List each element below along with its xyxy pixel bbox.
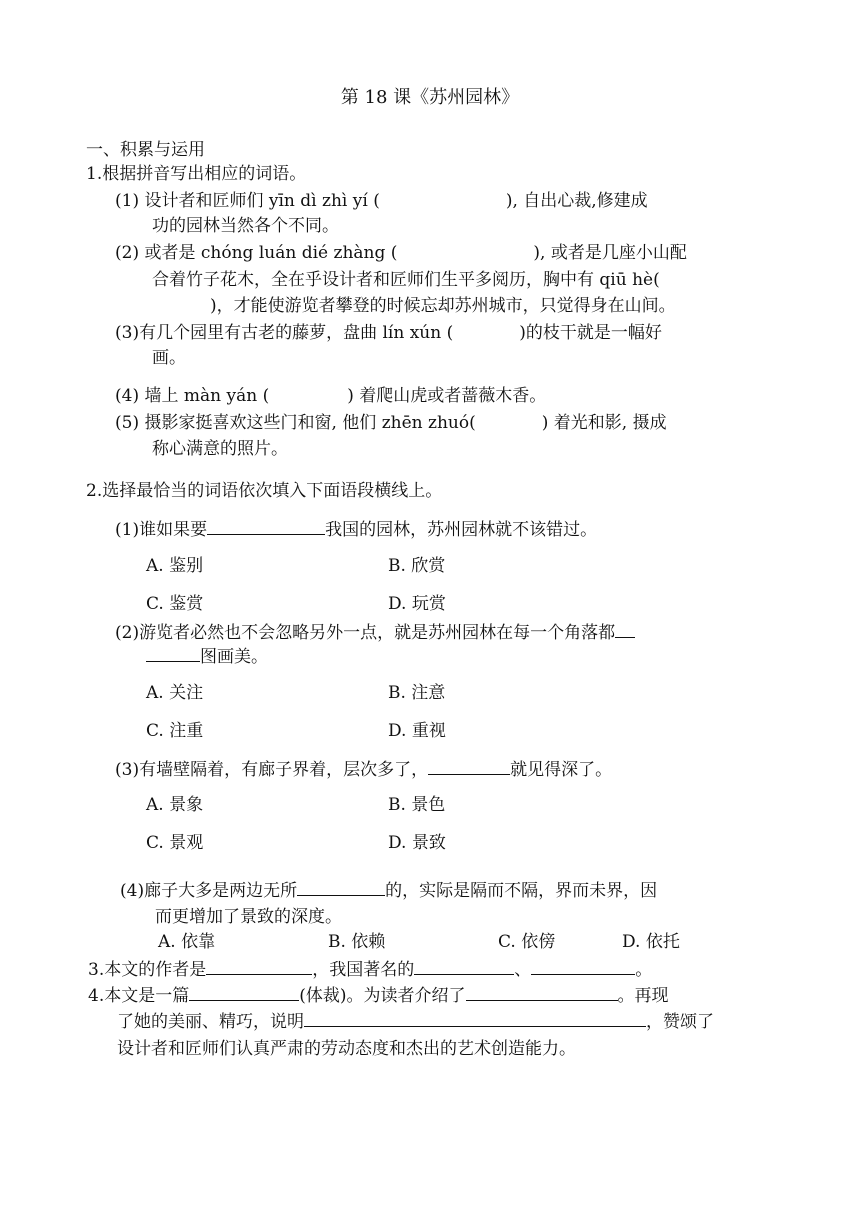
- q2-sentence-1-text-a: (1)谁如果要: [115, 520, 208, 540]
- q1-item-2-text-a: (2) 或者是 chóng luán dié zhàng (: [115, 243, 398, 263]
- q3-text-a: 3.本文的作者是: [88, 960, 207, 980]
- q1-item-2-line-2: 合着竹子花木，全在乎设计者和匠师们生平多阅历，胸中有 qiū hè(: [152, 270, 660, 290]
- q2-1-option-c: C. 鉴赏: [146, 594, 204, 614]
- blank: [531, 973, 635, 975]
- blank: [297, 894, 385, 896]
- q3-text-b: ，我国著名的: [312, 960, 415, 980]
- q4-text-d: 了她的美丽、精巧，说明: [117, 1012, 304, 1032]
- q4-text-c: 。再现: [617, 986, 669, 1006]
- q2-2-option-d: D. 重视: [388, 721, 446, 741]
- q2-4-option-d: D. 依托: [622, 932, 680, 952]
- blank: [304, 1025, 646, 1027]
- page-title: 第 18 课《苏州园林》: [340, 87, 520, 108]
- q2-sentence-3: [115, 758, 612, 782]
- question-1-heading: 1.根据拼音写出相应的词语。: [86, 164, 307, 184]
- q2-3-option-d: D. 景致: [388, 833, 446, 853]
- question-3: [88, 958, 652, 982]
- q2-sentence-2-line-2: [146, 645, 268, 669]
- q2-2-option-a: A. 关注: [146, 683, 204, 703]
- question-4-line-3: 设计者和匠师们认真严肃的劳动态度和杰出的艺术创造能力。: [117, 1039, 576, 1059]
- q2-sentence-3-text-a: (3)有墙壁隔着，有廊子界着，层次多了，: [115, 760, 429, 780]
- q2-2-option-c: C. 注重: [146, 721, 204, 741]
- q2-sentence-4-text-b: 的，实际是隔而不隔，界而未界，因: [385, 881, 658, 901]
- q1-item-5-text-b: ) 着光和影, 摄成: [541, 413, 667, 433]
- q1-item-5-line-1: [115, 411, 667, 435]
- q2-4-option-c: C. 依傍: [498, 932, 556, 952]
- q1-item-2-line-3: [152, 294, 676, 318]
- q4-text-a: 4.本文是一篇: [88, 986, 190, 1006]
- q2-1-option-a: A. 鉴别: [146, 556, 204, 576]
- q2-sentence-1-text-b: 我国的园林，苏州园林就不该错过。: [325, 520, 598, 540]
- q1-item-3-line-2: 画。: [152, 348, 186, 368]
- blank: [466, 999, 618, 1001]
- q4-text-b: (体裁)。为读者介绍了: [299, 986, 466, 1006]
- q1-item-5-text-a: (5) 摄影家挺喜欢这些门和窗, 他们 zhēn zhuó(: [115, 413, 476, 433]
- q1-item-4-text-a: (4) 墙上 màn yán (: [115, 386, 270, 406]
- q2-3-option-c: C. 景观: [146, 833, 204, 853]
- q1-item-1-text-b: ), 自出心裁,修建成: [505, 191, 648, 211]
- blank: [206, 973, 312, 975]
- q2-4-option-a: A. 依靠: [158, 932, 216, 952]
- blank: [146, 660, 200, 662]
- q2-1-option-b: B. 欣赏: [388, 556, 446, 576]
- q4-text-e: ，赞颂了: [646, 1012, 714, 1032]
- q2-sentence-2-text-a: (2)游览者必然也不会忽略另外一点，就是苏州园林在每一个角落都: [115, 623, 616, 643]
- blank: [615, 636, 635, 638]
- q3-text-d: 。: [635, 960, 653, 980]
- q2-sentence-2-line-1: [115, 621, 635, 645]
- blank: [414, 973, 514, 975]
- q2-sentence-2-text-b: 图画美。: [200, 647, 268, 667]
- q1-item-1-line-1: [115, 189, 648, 213]
- q2-2-option-b: B. 注意: [388, 683, 446, 703]
- q2-4-option-b: B. 依赖: [328, 932, 386, 952]
- q2-sentence-4-line-2: 而更增加了景致的深度。: [155, 907, 342, 927]
- q3-text-c: 、: [514, 960, 532, 980]
- blank: [189, 999, 299, 1001]
- q1-item-3-text-b: )的枝干就是一幅好: [519, 323, 662, 343]
- q1-item-1-text-a: (1) 设计者和匠师们 yīn dì zhì yí (: [115, 191, 380, 211]
- q2-3-option-a: A. 景象: [146, 795, 204, 815]
- question-2-heading: 2.选择最恰当的词语依次填入下面语段横线上。: [86, 481, 443, 501]
- q2-sentence-1: [115, 518, 597, 542]
- q2-1-option-d: D. 玩赏: [388, 594, 446, 614]
- q1-item-4-text-b: ) 着爬山虎或者蔷薇木香。: [347, 386, 547, 406]
- q2-sentence-4-text-a: (4)廊子大多是两边无所: [120, 881, 298, 901]
- section-heading: 一、积累与运用: [86, 140, 205, 160]
- question-4-line-1: [88, 984, 669, 1008]
- q1-item-3-text-a: (3)有几个园里有古老的藤萝，盘曲 lín xún (: [115, 323, 454, 343]
- q1-item-3-line-1: [115, 321, 662, 345]
- q2-sentence-4-line-1: [120, 879, 657, 903]
- q2-3-option-b: B. 景色: [388, 795, 446, 815]
- q2-sentence-3-text-b: 就见得深了。: [510, 760, 613, 780]
- q1-item-2-text-d: )，才能使游览者攀登的时候忘却苏州城市，只觉得身在山间。: [210, 296, 676, 316]
- blank: [207, 533, 325, 535]
- q1-item-2-line-1: [115, 241, 687, 265]
- q1-item-2-text-b: ), 或者是几座小山配: [533, 243, 687, 263]
- q1-item-1-line-2: 功的园林当然各个不同。: [152, 216, 339, 236]
- blank: [428, 773, 510, 775]
- question-4-line-2: [117, 1010, 714, 1034]
- q1-item-5-line-2: 称心满意的照片。: [152, 439, 288, 459]
- q1-item-4: [115, 384, 546, 408]
